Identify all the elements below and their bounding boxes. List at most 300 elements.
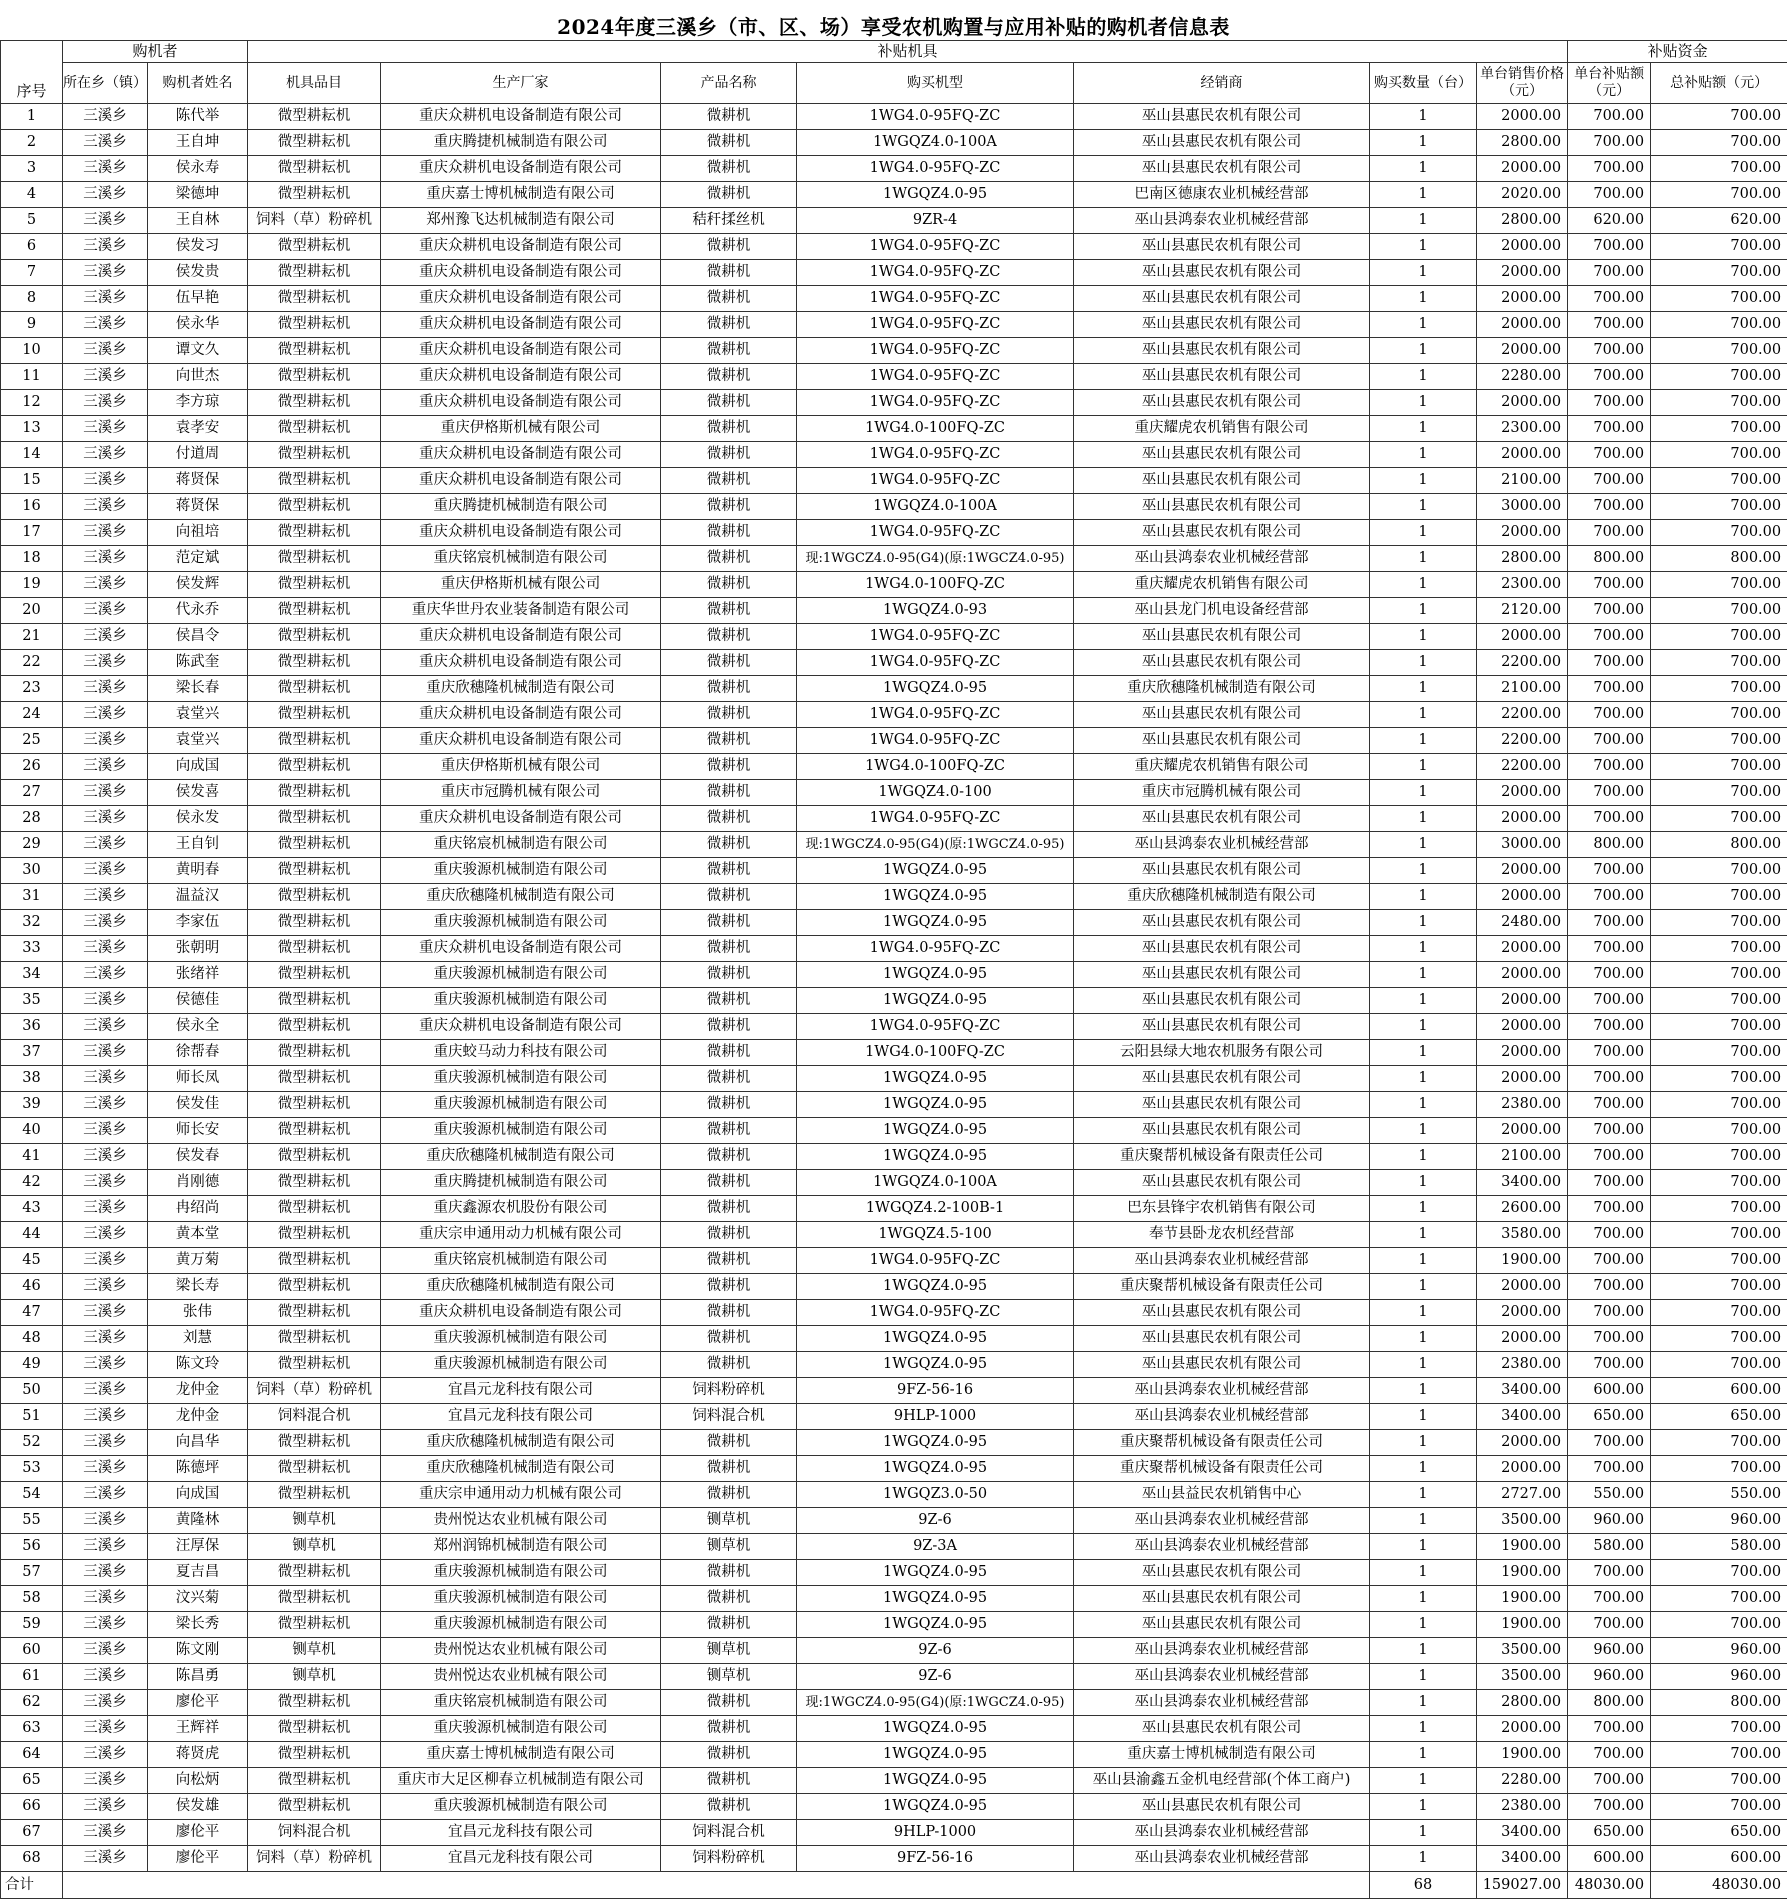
cell-price: 2380.00	[1477, 1352, 1568, 1378]
table-row	[1, 1716, 1787, 1742]
cell-category: 微型耕耘机	[248, 1742, 381, 1768]
cell-subsidy: 960.00	[1568, 1508, 1651, 1534]
cell-product: 微耕机	[661, 1170, 797, 1196]
cell-price: 2000.00	[1477, 780, 1568, 806]
cell-model: 1WG4.0-95FQ-ZC	[797, 364, 1074, 390]
table-row	[1, 494, 1787, 520]
table-row	[1, 728, 1787, 754]
cell-town: 三溪乡	[63, 1508, 148, 1534]
cell-category: 微型耕耘机	[248, 104, 381, 130]
cell-total: 700.00	[1651, 1768, 1787, 1794]
cell-model: 1WGQZ4.0-93	[797, 598, 1074, 624]
cell-product: 微耕机	[661, 1716, 797, 1742]
cell-product: 微耕机	[661, 806, 797, 832]
cell-town: 三溪乡	[63, 130, 148, 156]
cell-total: 700.00	[1651, 1430, 1787, 1456]
cell-subsidy: 700.00	[1568, 1222, 1651, 1248]
cell-town: 三溪乡	[63, 832, 148, 858]
cell-price: 3400.00	[1477, 1170, 1568, 1196]
cell-manufacturer: 重庆骏源机械制造有限公司	[381, 1716, 661, 1742]
cell-price: 2100.00	[1477, 676, 1568, 702]
cell-buyer-name: 侯发习	[148, 234, 248, 260]
cell-total: 700.00	[1651, 494, 1787, 520]
cell-manufacturer: 重庆铭宸机械制造有限公司	[381, 546, 661, 572]
cell-buyer-name: 伍早艳	[148, 286, 248, 312]
cell-subsidy: 700.00	[1568, 1248, 1651, 1274]
cell-dealer: 巫山县鸿泰农业机械经营部	[1074, 1534, 1370, 1560]
cell-product: 微耕机	[661, 1742, 797, 1768]
cell-buyer-name: 王自林	[148, 208, 248, 234]
cell-qty: 1	[1370, 182, 1477, 208]
cell-subsidy: 700.00	[1568, 806, 1651, 832]
table-row	[1, 104, 1787, 130]
cell-manufacturer: 贵州悦达农业机械有限公司	[381, 1664, 661, 1690]
cell-buyer-name: 向祖培	[148, 520, 248, 546]
cell-subsidy: 700.00	[1568, 858, 1651, 884]
cell-manufacturer: 重庆伊格斯机械有限公司	[381, 572, 661, 598]
cell-seq: 9	[1, 312, 63, 338]
cell-seq: 45	[1, 1248, 63, 1274]
cell-dealer: 巫山县惠民农机有限公司	[1074, 1014, 1370, 1040]
cell-model: 9Z-6	[797, 1508, 1074, 1534]
cell-subsidy: 700.00	[1568, 1326, 1651, 1352]
cell-manufacturer: 重庆华世丹农业装备制造有限公司	[381, 598, 661, 624]
cell-price: 3580.00	[1477, 1222, 1568, 1248]
cell-buyer-name: 陈文玲	[148, 1352, 248, 1378]
cell-buyer-name: 梁长春	[148, 676, 248, 702]
cell-price: 3400.00	[1477, 1846, 1568, 1872]
cell-model: 1WGQZ4.0-95	[797, 988, 1074, 1014]
cell-category: 微型耕耘机	[248, 884, 381, 910]
cell-buyer-name: 范定斌	[148, 546, 248, 572]
cell-category: 微型耕耘机	[248, 1274, 381, 1300]
table-row	[1, 286, 1787, 312]
cell-dealer: 巫山县惠民农机有限公司	[1074, 390, 1370, 416]
table-row	[1, 182, 1787, 208]
cell-subsidy: 700.00	[1568, 1118, 1651, 1144]
cell-product: 微耕机	[661, 1612, 797, 1638]
cell-town: 三溪乡	[63, 1846, 148, 1872]
cell-qty: 1	[1370, 1404, 1477, 1430]
cell-price: 2280.00	[1477, 364, 1568, 390]
cell-buyer-name: 师长安	[148, 1118, 248, 1144]
table-row	[1, 988, 1787, 1014]
cell-total: 700.00	[1651, 338, 1787, 364]
cell-category: 微型耕耘机	[248, 1040, 381, 1066]
cell-total: 700.00	[1651, 1274, 1787, 1300]
cell-category: 微型耕耘机	[248, 1248, 381, 1274]
cell-qty: 1	[1370, 910, 1477, 936]
cell-buyer-name: 蒋贤虎	[148, 1742, 248, 1768]
cell-subsidy: 700.00	[1568, 364, 1651, 390]
cell-total: 600.00	[1651, 1378, 1787, 1404]
cell-price: 2120.00	[1477, 598, 1568, 624]
cell-manufacturer: 贵州悦达农业机械有限公司	[381, 1508, 661, 1534]
cell-total: 960.00	[1651, 1508, 1787, 1534]
cell-dealer: 重庆耀虎农机销售有限公司	[1074, 416, 1370, 442]
cell-price: 2380.00	[1477, 1794, 1568, 1820]
cell-model: 1WGQZ4.0-95	[797, 1118, 1074, 1144]
cell-model: 1WGQZ4.0-95	[797, 1794, 1074, 1820]
cell-seq: 23	[1, 676, 63, 702]
cell-buyer-name: 侯永华	[148, 312, 248, 338]
table-row	[1, 780, 1787, 806]
cell-total: 800.00	[1651, 832, 1787, 858]
cell-price: 2800.00	[1477, 130, 1568, 156]
table-row	[1, 234, 1787, 260]
cell-product: 微耕机	[661, 286, 797, 312]
cell-dealer: 巫山县鸿泰农业机械经营部	[1074, 1664, 1370, 1690]
cell-total: 700.00	[1651, 988, 1787, 1014]
cell-price: 2000.00	[1477, 806, 1568, 832]
table-row	[1, 1742, 1787, 1768]
cell-subsidy: 700.00	[1568, 1560, 1651, 1586]
cell-category: 微型耕耘机	[248, 390, 381, 416]
cell-price: 2100.00	[1477, 1144, 1568, 1170]
cell-seq: 18	[1, 546, 63, 572]
cell-category: 铡草机	[248, 1664, 381, 1690]
cell-total: 700.00	[1651, 182, 1787, 208]
cell-price: 2000.00	[1477, 1300, 1568, 1326]
cell-subsidy: 700.00	[1568, 650, 1651, 676]
cell-buyer-name: 黄本堂	[148, 1222, 248, 1248]
cell-dealer: 重庆聚帮机械设备有限责任公司	[1074, 1144, 1370, 1170]
cell-town: 三溪乡	[63, 546, 148, 572]
cell-product: 铡草机	[661, 1638, 797, 1664]
cell-seq: 38	[1, 1066, 63, 1092]
cell-town: 三溪乡	[63, 1144, 148, 1170]
cell-seq: 44	[1, 1222, 63, 1248]
cell-buyer-name: 龙仲金	[148, 1404, 248, 1430]
cell-subsidy: 800.00	[1568, 1690, 1651, 1716]
cell-qty: 1	[1370, 520, 1477, 546]
cell-dealer: 巫山县益民农机销售中心	[1074, 1482, 1370, 1508]
table-row	[1, 598, 1787, 624]
cell-buyer-name: 师长凤	[148, 1066, 248, 1092]
cell-total: 700.00	[1651, 1196, 1787, 1222]
cell-subsidy: 600.00	[1568, 1846, 1651, 1872]
cell-town: 三溪乡	[63, 676, 148, 702]
cell-town: 三溪乡	[63, 1560, 148, 1586]
cell-dealer: 巫山县惠民农机有限公司	[1074, 312, 1370, 338]
cell-manufacturer: 重庆骏源机械制造有限公司	[381, 1352, 661, 1378]
cell-town: 三溪乡	[63, 1326, 148, 1352]
cell-seq: 11	[1, 364, 63, 390]
cell-subsidy: 700.00	[1568, 312, 1651, 338]
table-row	[1, 1118, 1787, 1144]
cell-manufacturer: 重庆腾捷机械制造有限公司	[381, 494, 661, 520]
cell-town: 三溪乡	[63, 884, 148, 910]
cell-price: 2000.00	[1477, 1326, 1568, 1352]
table-row	[1, 1768, 1787, 1794]
cell-buyer-name: 蒋贤保	[148, 494, 248, 520]
table-row	[1, 1222, 1787, 1248]
cell-price: 2100.00	[1477, 468, 1568, 494]
cell-buyer-name: 夏吉昌	[148, 1560, 248, 1586]
cell-town: 三溪乡	[63, 104, 148, 130]
subsidy-table	[0, 40, 1787, 1899]
cell-manufacturer: 重庆众耕机电设备制造有限公司	[381, 338, 661, 364]
cell-model: 1WGQZ4.0-95	[797, 1352, 1074, 1378]
cell-manufacturer: 郑州豫飞达机械制造有限公司	[381, 208, 661, 234]
cell-seq: 19	[1, 572, 63, 598]
cell-subsidy: 700.00	[1568, 1300, 1651, 1326]
cell-town: 三溪乡	[63, 1690, 148, 1716]
table-row	[1, 910, 1787, 936]
table-row	[1, 1066, 1787, 1092]
cell-seq: 32	[1, 910, 63, 936]
page-title: 2024年度三溪乡（市、区、场）享受农机购置与应用补贴的购机者信息表	[0, 14, 1787, 40]
cell-price: 1900.00	[1477, 1586, 1568, 1612]
cell-qty: 1	[1370, 1534, 1477, 1560]
cell-seq: 43	[1, 1196, 63, 1222]
cell-model: 1WGQZ4.0-95	[797, 858, 1074, 884]
cell-subsidy: 700.00	[1568, 1612, 1651, 1638]
cell-subsidy: 700.00	[1568, 728, 1651, 754]
cell-subsidy: 700.00	[1568, 1274, 1651, 1300]
cell-qty: 1	[1370, 468, 1477, 494]
cell-price: 2300.00	[1477, 572, 1568, 598]
cell-qty: 1	[1370, 1482, 1477, 1508]
cell-model: 1WG4.0-100FQ-ZC	[797, 572, 1074, 598]
cell-product: 微耕机	[661, 676, 797, 702]
cell-total: 700.00	[1651, 650, 1787, 676]
cell-subsidy: 700.00	[1568, 182, 1651, 208]
cell-town: 三溪乡	[63, 364, 148, 390]
cell-qty: 1	[1370, 1326, 1477, 1352]
header-price: 单台销售价格（元）	[1477, 63, 1568, 104]
cell-product: 饲料粉碎机	[661, 1378, 797, 1404]
cell-product: 微耕机	[661, 312, 797, 338]
cell-model: 现:1WGCZ4.0-95(G4)(原:1WGCZ4.0-95)	[797, 546, 1074, 572]
cell-price: 2800.00	[1477, 1690, 1568, 1716]
cell-manufacturer: 重庆铭宸机械制造有限公司	[381, 832, 661, 858]
cell-model: 1WGQZ4.0-95	[797, 962, 1074, 988]
cell-town: 三溪乡	[63, 728, 148, 754]
cell-dealer: 巫山县惠民农机有限公司	[1074, 910, 1370, 936]
cell-buyer-name: 侯发辉	[148, 572, 248, 598]
cell-model: 1WGQZ4.0-95	[797, 1066, 1074, 1092]
cell-manufacturer: 重庆众耕机电设备制造有限公司	[381, 702, 661, 728]
cell-product: 饲料混合机	[661, 1404, 797, 1430]
cell-qty: 1	[1370, 1742, 1477, 1768]
cell-model: 1WG4.0-95FQ-ZC	[797, 104, 1074, 130]
cell-price: 2000.00	[1477, 104, 1568, 130]
cell-product: 微耕机	[661, 338, 797, 364]
cell-manufacturer: 重庆鑫源农机股份有限公司	[381, 1196, 661, 1222]
cell-manufacturer: 重庆腾捷机械制造有限公司	[381, 130, 661, 156]
cell-model: 1WGQZ4.0-95	[797, 1144, 1074, 1170]
cell-town: 三溪乡	[63, 1274, 148, 1300]
cell-buyer-name: 刘慧	[148, 1326, 248, 1352]
cell-model: 现:1WGCZ4.0-95(G4)(原:1WGCZ4.0-95)	[797, 1690, 1074, 1716]
cell-model: 9ZR-4	[797, 208, 1074, 234]
cell-manufacturer: 重庆众耕机电设备制造有限公司	[381, 624, 661, 650]
table-row	[1, 260, 1787, 286]
cell-price: 2000.00	[1477, 156, 1568, 182]
cell-qty: 1	[1370, 1508, 1477, 1534]
cell-total: 700.00	[1651, 780, 1787, 806]
cell-seq: 24	[1, 702, 63, 728]
cell-total: 700.00	[1651, 598, 1787, 624]
cell-seq: 36	[1, 1014, 63, 1040]
group-header-row	[1, 41, 1787, 63]
cell-dealer: 巫山县惠民农机有限公司	[1074, 156, 1370, 182]
table-row	[1, 130, 1787, 156]
cell-buyer-name: 付道周	[148, 442, 248, 468]
table-row	[1, 442, 1787, 468]
cell-total: 700.00	[1651, 806, 1787, 832]
cell-product: 微耕机	[661, 650, 797, 676]
cell-buyer-name: 王自坤	[148, 130, 248, 156]
table-row	[1, 1430, 1787, 1456]
cell-seq: 46	[1, 1274, 63, 1300]
table-row	[1, 1846, 1787, 1872]
cell-model: 1WG4.0-95FQ-ZC	[797, 624, 1074, 650]
cell-qty: 1	[1370, 832, 1477, 858]
cell-subsidy: 700.00	[1568, 1716, 1651, 1742]
cell-subsidy: 580.00	[1568, 1534, 1651, 1560]
cell-town: 三溪乡	[63, 208, 148, 234]
cell-qty: 1	[1370, 390, 1477, 416]
cell-buyer-name: 向昌华	[148, 1430, 248, 1456]
cell-model: 9HLP-1000	[797, 1404, 1074, 1430]
cell-total: 700.00	[1651, 1066, 1787, 1092]
cell-price: 2000.00	[1477, 1456, 1568, 1482]
cell-category: 微型耕耘机	[248, 1586, 381, 1612]
cell-category: 微型耕耘机	[248, 520, 381, 546]
cell-total: 700.00	[1651, 130, 1787, 156]
cell-seq: 4	[1, 182, 63, 208]
cell-total: 700.00	[1651, 1742, 1787, 1768]
cell-price: 2000.00	[1477, 520, 1568, 546]
cell-model: 1WG4.0-95FQ-ZC	[797, 286, 1074, 312]
header-seq: 序号	[1, 41, 63, 104]
cell-subsidy: 700.00	[1568, 494, 1651, 520]
cell-qty: 1	[1370, 754, 1477, 780]
cell-qty: 1	[1370, 1378, 1477, 1404]
table-row	[1, 650, 1787, 676]
cell-subsidy: 700.00	[1568, 156, 1651, 182]
cell-product: 微耕机	[661, 1196, 797, 1222]
cell-qty: 1	[1370, 806, 1477, 832]
cell-total: 700.00	[1651, 910, 1787, 936]
cell-category: 微型耕耘机	[248, 260, 381, 286]
cell-category: 微型耕耘机	[248, 1144, 381, 1170]
cell-buyer-name: 黄隆林	[148, 1508, 248, 1534]
cell-buyer-name: 陈文刚	[148, 1638, 248, 1664]
cell-product: 微耕机	[661, 728, 797, 754]
cell-qty: 1	[1370, 1118, 1477, 1144]
cell-seq: 57	[1, 1560, 63, 1586]
cell-seq: 31	[1, 884, 63, 910]
cell-model: 1WG4.0-95FQ-ZC	[797, 936, 1074, 962]
cell-qty: 1	[1370, 650, 1477, 676]
cell-total: 700.00	[1651, 1222, 1787, 1248]
cell-model: 1WGQZ4.0-95	[797, 884, 1074, 910]
cell-model: 1WGQZ4.0-95	[797, 1742, 1074, 1768]
cell-product: 微耕机	[661, 780, 797, 806]
cell-total: 700.00	[1651, 754, 1787, 780]
table-row	[1, 468, 1787, 494]
cell-category: 微型耕耘机	[248, 832, 381, 858]
cell-total: 700.00	[1651, 884, 1787, 910]
cell-price: 1900.00	[1477, 1248, 1568, 1274]
cell-subsidy: 700.00	[1568, 936, 1651, 962]
cell-product: 微耕机	[661, 832, 797, 858]
cell-qty: 1	[1370, 702, 1477, 728]
cell-model: 1WGQZ4.0-95	[797, 1430, 1074, 1456]
cell-category: 微型耕耘机	[248, 286, 381, 312]
cell-model: 1WGQZ4.0-95	[797, 1092, 1074, 1118]
cell-manufacturer: 重庆欣穗隆机械制造有限公司	[381, 1430, 661, 1456]
header-town: 所在乡（镇）	[63, 63, 148, 104]
totals-subsidy: 48030.00	[1568, 1872, 1651, 1899]
cell-category: 微型耕耘机	[248, 1456, 381, 1482]
cell-total: 700.00	[1651, 1014, 1787, 1040]
cell-price: 2020.00	[1477, 182, 1568, 208]
cell-dealer: 巫山县惠民农机有限公司	[1074, 1560, 1370, 1586]
cell-dealer: 巫山县惠民农机有限公司	[1074, 234, 1370, 260]
cell-qty: 1	[1370, 624, 1477, 650]
cell-buyer-name: 侯昌令	[148, 624, 248, 650]
totals-row	[1, 1872, 1787, 1899]
cell-model: 1WG4.0-95FQ-ZC	[797, 1248, 1074, 1274]
cell-category: 微型耕耘机	[248, 676, 381, 702]
cell-product: 微耕机	[661, 624, 797, 650]
cell-dealer: 巫山县鸿泰农业机械经营部	[1074, 1846, 1370, 1872]
cell-qty: 1	[1370, 1690, 1477, 1716]
cell-model: 1WGQZ4.5-100	[797, 1222, 1074, 1248]
cell-price: 3500.00	[1477, 1664, 1568, 1690]
cell-category: 微型耕耘机	[248, 234, 381, 260]
cell-model: 9Z-6	[797, 1664, 1074, 1690]
cell-category: 微型耕耘机	[248, 546, 381, 572]
cell-town: 三溪乡	[63, 1456, 148, 1482]
cell-total: 700.00	[1651, 858, 1787, 884]
cell-seq: 35	[1, 988, 63, 1014]
cell-manufacturer: 重庆骏源机械制造有限公司	[381, 1794, 661, 1820]
group-header-machine: 补贴机具	[248, 41, 1568, 63]
cell-qty: 1	[1370, 364, 1477, 390]
cell-category: 微型耕耘机	[248, 338, 381, 364]
cell-model: 现:1WGCZ4.0-95(G4)(原:1WGCZ4.0-95)	[797, 832, 1074, 858]
cell-model: 1WG4.0-95FQ-ZC	[797, 338, 1074, 364]
table-row	[1, 520, 1787, 546]
cell-price: 2000.00	[1477, 624, 1568, 650]
cell-buyer-name: 王自钊	[148, 832, 248, 858]
cell-price: 1900.00	[1477, 1534, 1568, 1560]
cell-price: 1900.00	[1477, 1612, 1568, 1638]
cell-model: 9FZ-56-16	[797, 1378, 1074, 1404]
cell-price: 2200.00	[1477, 702, 1568, 728]
cell-product: 微耕机	[661, 416, 797, 442]
cell-model: 1WG4.0-95FQ-ZC	[797, 156, 1074, 182]
cell-dealer: 巫山县惠民农机有限公司	[1074, 260, 1370, 286]
cell-town: 三溪乡	[63, 442, 148, 468]
cell-manufacturer: 重庆众耕机电设备制造有限公司	[381, 520, 661, 546]
cell-manufacturer: 重庆骏源机械制造有限公司	[381, 1118, 661, 1144]
cell-price: 2000.00	[1477, 286, 1568, 312]
cell-seq: 26	[1, 754, 63, 780]
totals-price: 159027.00	[1477, 1872, 1568, 1899]
cell-total: 700.00	[1651, 104, 1787, 130]
table-row	[1, 1560, 1787, 1586]
cell-qty: 1	[1370, 1794, 1477, 1820]
cell-price: 2000.00	[1477, 390, 1568, 416]
cell-price: 2000.00	[1477, 858, 1568, 884]
cell-category: 微型耕耘机	[248, 182, 381, 208]
